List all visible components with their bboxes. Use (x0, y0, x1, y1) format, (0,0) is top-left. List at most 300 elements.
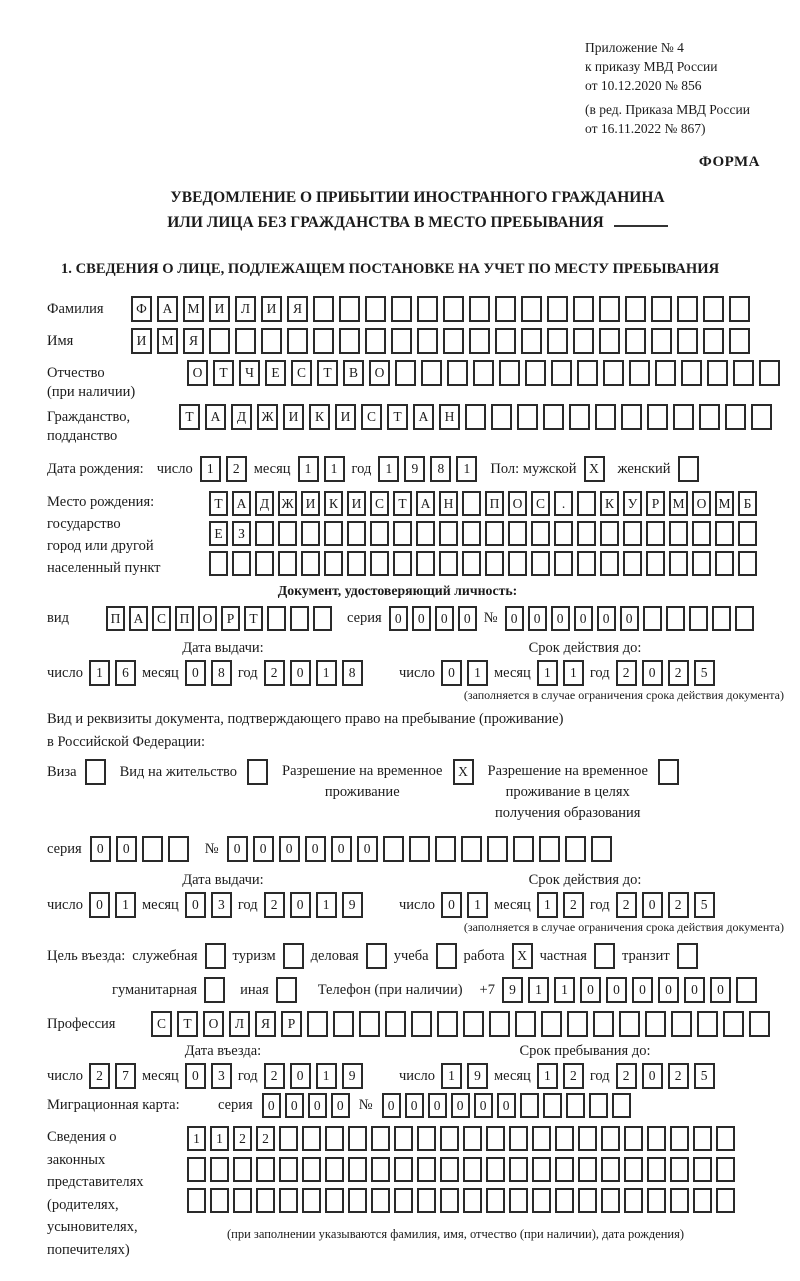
cell: 1 (187, 1126, 206, 1151)
patronymic-label-line1: Отчество (47, 365, 105, 381)
cell: 0 (497, 1093, 516, 1118)
res-valid-month-cells (537, 892, 584, 918)
entry-date-title: Дата въезда: (184, 1043, 262, 1059)
res-series-label: серия (47, 840, 82, 857)
cell (655, 360, 676, 386)
cell: 2 (668, 892, 689, 918)
cell (749, 1011, 770, 1037)
birthplace-label-line2: государство (47, 516, 121, 532)
cell (465, 404, 486, 430)
cell: 2 (668, 660, 689, 686)
cell: 0 (580, 977, 601, 1003)
temp-permit-label-line2: проживание (324, 784, 400, 800)
cell (551, 360, 572, 386)
cell (525, 360, 546, 386)
year-label: год (237, 896, 258, 913)
cell: 0 (551, 606, 570, 631)
cell: 0 (441, 660, 462, 686)
cell (302, 1126, 321, 1151)
cell: 0 (116, 836, 137, 862)
cell (712, 606, 731, 631)
cell: 0 (389, 606, 408, 631)
cell (624, 1188, 643, 1213)
cell: П (175, 606, 194, 631)
cell (394, 1188, 413, 1213)
cell: И (131, 328, 152, 354)
phone-label: Телефон (при наличии) (317, 981, 463, 998)
cell: А (157, 296, 178, 322)
doc-type-label: вид (47, 610, 69, 626)
residence-dates-row (47, 872, 788, 918)
cell: 0 (642, 1063, 663, 1089)
cell (693, 1188, 712, 1213)
cell: Р (646, 491, 665, 516)
cell (287, 328, 308, 354)
appendix-line: к приказу МВД России (585, 59, 718, 74)
cell (697, 1011, 718, 1037)
cell (715, 521, 734, 546)
cell: 5 (694, 660, 715, 686)
birth-year-cells (378, 456, 477, 482)
temp-edu-label-line3: получения образования (495, 805, 641, 821)
cell (578, 1188, 597, 1213)
cell: 1 (89, 660, 110, 686)
cell: И (301, 491, 320, 516)
cell: 5 (694, 1063, 715, 1089)
cell (515, 1011, 536, 1037)
cell: О (198, 606, 217, 631)
cell: 0 (710, 977, 731, 1003)
cell: Е (209, 521, 228, 546)
cell (591, 836, 612, 862)
rep-label-line4: (родителях, (47, 1196, 119, 1213)
cell: С (151, 1011, 172, 1037)
doc-dates-row (47, 640, 788, 686)
cell: 3 (211, 892, 232, 918)
cell (371, 1188, 390, 1213)
cell (509, 1126, 528, 1151)
cell (440, 1126, 459, 1151)
purpose-humanitarian-label: гуманитарная (112, 981, 198, 998)
doc-issue-line (47, 660, 399, 686)
cell (601, 1126, 620, 1151)
cell (619, 1011, 640, 1037)
cell (647, 1157, 666, 1182)
cell: 0 (227, 836, 248, 862)
cell (646, 551, 665, 576)
cell: 2 (668, 1063, 689, 1089)
cell: 0 (412, 606, 431, 631)
cell: 1 (298, 456, 319, 482)
cell (670, 1188, 689, 1213)
cell (279, 1157, 298, 1182)
cell (670, 1126, 689, 1151)
cell: 2 (264, 660, 285, 686)
cell (393, 521, 412, 546)
cell: К (309, 404, 330, 430)
cell (290, 606, 309, 631)
cell: П (485, 491, 504, 516)
cell (554, 551, 573, 576)
cell (577, 360, 598, 386)
cell (624, 1126, 643, 1151)
purpose-work-label: работа (463, 947, 505, 964)
cell: Л (235, 296, 256, 322)
cell: М (157, 328, 178, 354)
rep-label-line1: Сведения о (47, 1129, 117, 1145)
cell (692, 521, 711, 546)
purpose-study-label: учеба (393, 947, 429, 964)
cell: 1 (115, 892, 136, 918)
cell: 0 (606, 977, 627, 1003)
cell (187, 1157, 206, 1182)
cell: 1 (378, 456, 399, 482)
cell (339, 328, 360, 354)
cell (462, 551, 481, 576)
cell: 1 (316, 660, 337, 686)
cell (733, 360, 754, 386)
doc-valid-month-cells (537, 660, 584, 686)
doc-valid-line (399, 660, 771, 686)
cell (307, 1011, 328, 1037)
cell: 0 (305, 836, 326, 862)
cell: 0 (357, 836, 378, 862)
cell (625, 296, 646, 322)
cell (495, 328, 516, 354)
cell: 1 (467, 892, 488, 918)
cell: Д (231, 404, 252, 430)
cell: 0 (405, 1093, 424, 1118)
cell (439, 551, 458, 576)
cell (302, 1188, 321, 1213)
doc-valid-year-cells (616, 660, 715, 686)
form-title (47, 185, 788, 235)
cell (409, 836, 430, 862)
cell: 1 (537, 1063, 558, 1089)
residence-options-row (47, 759, 788, 824)
sex-female-label: женский (617, 460, 671, 477)
cell: 0 (331, 836, 352, 862)
cell: Т (209, 491, 228, 516)
res-issue-day-cells (89, 892, 136, 918)
cell (623, 521, 642, 546)
temp-edu-label-line1: Разрешение на временное (487, 763, 648, 779)
cell: 0 (290, 892, 311, 918)
cell (486, 1157, 505, 1182)
doc-number-cells (505, 606, 754, 631)
entry-purpose-row (47, 943, 788, 969)
cell (566, 1093, 585, 1118)
cell (689, 606, 708, 631)
year-label: год (589, 896, 610, 913)
cell (555, 1188, 574, 1213)
cell (395, 360, 416, 386)
cell: Т (177, 1011, 198, 1037)
purpose-tourism-label: туризм (232, 947, 276, 964)
stay-year-cells (616, 1063, 715, 1089)
cell (391, 296, 412, 322)
cell (440, 1157, 459, 1182)
rep-label-line6: попечителях) (47, 1241, 130, 1258)
cell (599, 328, 620, 354)
cell (210, 1188, 229, 1213)
cell (411, 1011, 432, 1037)
year-label: год (237, 664, 258, 681)
cell: Н (439, 404, 460, 430)
year-label: год (351, 460, 372, 477)
cell: 1 (456, 456, 477, 482)
cell (417, 1188, 436, 1213)
month-label: месяц (141, 1067, 179, 1084)
cell: И (335, 404, 356, 430)
cell: Ч (239, 360, 260, 386)
cell (703, 296, 724, 322)
cell (302, 1157, 321, 1182)
entry-date-col (47, 1043, 399, 1089)
cell: А (416, 491, 435, 516)
cell (729, 328, 750, 354)
cell: О (692, 491, 711, 516)
cell (371, 1126, 390, 1151)
doc-valid-day-cells (441, 660, 488, 686)
doc-issue-day-cells (89, 660, 136, 686)
cell (394, 1157, 413, 1182)
cell (435, 836, 456, 862)
cell: 0 (308, 1093, 327, 1118)
cell (210, 1157, 229, 1182)
cell (313, 606, 332, 631)
cell: 0 (441, 892, 462, 918)
cell (759, 360, 780, 386)
cell (463, 1011, 484, 1037)
cell (232, 551, 251, 576)
cell: Т (393, 491, 412, 516)
cell (601, 1188, 620, 1213)
cell (347, 551, 366, 576)
cell (508, 551, 527, 576)
doc-type-row (47, 606, 788, 631)
cell (255, 521, 274, 546)
cell (486, 1188, 505, 1213)
cell (491, 404, 512, 430)
phone-cells (502, 977, 757, 1003)
title-line-1: УВЕДОМЛЕНИЕ О ПРИБЫТИИ ИНОСТРАННОГО ГРАЖДАНИНА (170, 189, 665, 206)
purpose-study-checkbox (436, 943, 457, 969)
cell (383, 836, 404, 862)
cell: 0 (185, 1063, 206, 1089)
cell (573, 328, 594, 354)
temp-edu-label (488, 759, 648, 824)
cell: А (205, 404, 226, 430)
cell: 1 (210, 1126, 229, 1151)
cell (703, 328, 724, 354)
rep-label-line2: законных (47, 1151, 106, 1168)
entry-year-cells (264, 1063, 363, 1089)
cell (716, 1157, 735, 1182)
name-cells (131, 328, 750, 354)
cell (370, 551, 389, 576)
cell: Р (221, 606, 240, 631)
birth-day-cells (200, 456, 247, 482)
cell (416, 551, 435, 576)
cell (348, 1188, 367, 1213)
cell: Л (229, 1011, 250, 1037)
cell (716, 1126, 735, 1151)
cell (301, 521, 320, 546)
cell: И (209, 296, 230, 322)
cell: Д (255, 491, 274, 516)
cell: Т (179, 404, 200, 430)
cell (539, 836, 560, 862)
cell: 9 (502, 977, 523, 1003)
temp-permit-label-line1: Разрешение на временное (282, 763, 443, 779)
name-label: Имя (47, 333, 74, 349)
cell (594, 943, 615, 969)
cell: К (600, 491, 619, 516)
cell: Е (265, 360, 286, 386)
cell (313, 328, 334, 354)
cell (647, 1188, 666, 1213)
purpose-business-checkbox (366, 943, 387, 969)
cell: Ж (278, 491, 297, 516)
cell: 9 (342, 892, 363, 918)
cell (348, 1157, 367, 1182)
cell (565, 836, 586, 862)
year-label: год (237, 1067, 258, 1084)
birthplace-block (47, 491, 788, 579)
cell (555, 1126, 574, 1151)
cell (421, 360, 442, 386)
mig-series-label: серия (218, 1097, 253, 1113)
cell: 2 (264, 892, 285, 918)
cell (347, 521, 366, 546)
day-label: число (399, 896, 435, 913)
representatives-rows (187, 1126, 735, 1261)
representatives-block (47, 1126, 788, 1261)
cell (736, 977, 757, 1003)
section1-heading: 1. СВЕДЕНИЯ О ЛИЦЕ, ПОДЛЕЖАЩЕМ ПОСТАНОВКЕ НА УЧЕТ ПО МЕСТУ ПРЕБЫВАНИЯ (61, 261, 720, 277)
cell: 0 (528, 606, 547, 631)
cell: С (531, 491, 550, 516)
cell: X (512, 943, 533, 969)
cell: 8 (211, 660, 232, 686)
profession-row (47, 1011, 788, 1037)
doc-number-label: № (483, 610, 498, 626)
cell: 0 (658, 977, 679, 1003)
cell: 0 (279, 836, 300, 862)
cell (521, 296, 542, 322)
cell: Т (387, 404, 408, 430)
cell (508, 521, 527, 546)
cell (417, 1126, 436, 1151)
cell (625, 328, 646, 354)
cell: 9 (404, 456, 425, 482)
doc-series-label: серия (347, 610, 382, 626)
cell: 3 (211, 1063, 232, 1089)
mig-number-label: № (358, 1097, 373, 1113)
birthplace-label-line4: населенный пункт (47, 560, 161, 576)
cell (725, 404, 746, 430)
cell (279, 1126, 298, 1151)
cell (647, 404, 668, 430)
cell: 1 (200, 456, 221, 482)
title-line-2 (47, 210, 788, 235)
revision-line: (в ред. Приказа МВД России (585, 102, 750, 117)
citizenship-cells (179, 404, 772, 430)
cell: 0 (90, 836, 111, 862)
year-label: год (589, 664, 610, 681)
residence-series-row (47, 836, 788, 862)
cell: 0 (185, 892, 206, 918)
purpose-official-label: служебная (132, 947, 198, 964)
cell (517, 404, 538, 430)
cell (595, 404, 616, 430)
cell (463, 1126, 482, 1151)
cell: С (291, 360, 312, 386)
cell (385, 1011, 406, 1037)
cell (651, 328, 672, 354)
month-label: месяц (493, 896, 531, 913)
cell (209, 328, 230, 354)
cell: Т (213, 360, 234, 386)
mig-number-cells (382, 1093, 631, 1118)
res-issue-title: Дата выдачи: (182, 872, 264, 888)
cell: 0 (574, 606, 593, 631)
residence-permit-label: Вид на жительство (119, 764, 238, 780)
cell (677, 296, 698, 322)
residence-doc-text-1: Вид и реквизиты документа, подтверждающего право на пребывание (проживание) (47, 711, 564, 727)
res-valid-col (399, 872, 771, 918)
res-valid-title: Срок действия до: (528, 872, 642, 888)
cell: 6 (115, 660, 136, 686)
cell: Я (255, 1011, 276, 1037)
cell (677, 328, 698, 354)
cell (447, 360, 468, 386)
cell (629, 360, 650, 386)
citizenship-label-line1: Гражданство, (47, 409, 131, 425)
cell (325, 1188, 344, 1213)
day-label: число (156, 460, 193, 477)
cell (462, 491, 481, 516)
cell (651, 296, 672, 322)
identity-doc-heading: Документ, удостоверяющий личность: (277, 583, 518, 598)
res-issue-col (47, 872, 399, 918)
cell: 1 (528, 977, 549, 1003)
cell: М (715, 491, 734, 516)
rep-label-line5: усыновителях, (47, 1219, 138, 1235)
temp-permit-checkbox (453, 759, 474, 785)
cell: X (453, 759, 474, 785)
cell (555, 1157, 574, 1182)
cell (499, 360, 520, 386)
cell (463, 1188, 482, 1213)
cell: 9 (467, 1063, 488, 1089)
cell: 0 (451, 1093, 470, 1118)
cell (509, 1188, 528, 1213)
birth-month-cells (298, 456, 345, 482)
cell (599, 296, 620, 322)
cell: Н (439, 491, 458, 516)
citizenship-label (47, 404, 179, 446)
cell (693, 1157, 712, 1182)
cell: М (183, 296, 204, 322)
birthplace-cells-row1 (209, 491, 757, 516)
cell (278, 551, 297, 576)
citizenship-row (47, 404, 788, 446)
cell: 5 (694, 892, 715, 918)
cell (394, 1126, 413, 1151)
cell: 2 (563, 892, 584, 918)
